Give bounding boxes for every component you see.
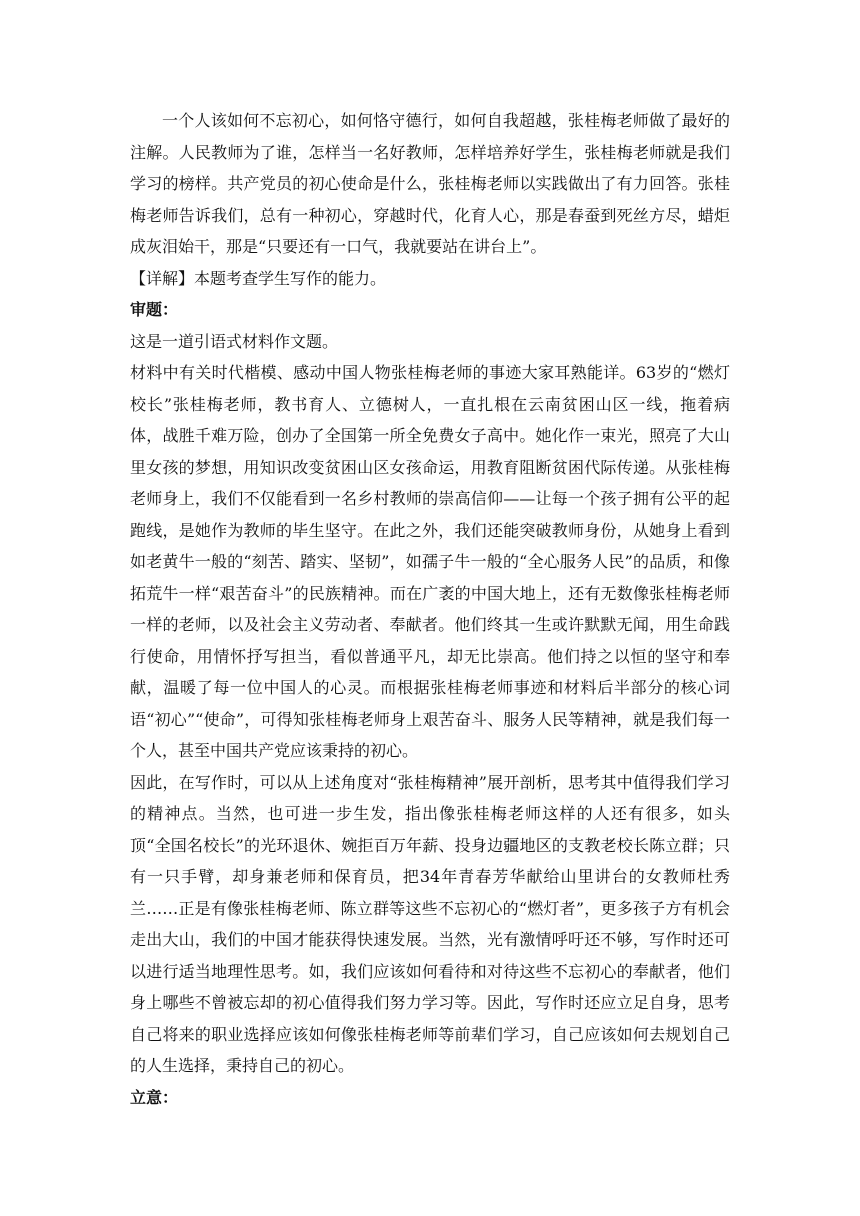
heading-liyi: 立意： — [130, 1087, 179, 1107]
document-page — [130, 105, 730, 1113]
writing-paragraph: 因此，在写作时，可以从上述角度对“张桂梅精神”展开剖析，思考其中值得我们学习的精神点。当然，也可进一步生发，指出像张桂梅老师这样的人还有很多，如头顶“全国名校长”的光环退休、婉拒百万年薪、投身边疆地区的支教老校长陈立群；只有一只手臂，却身兼老师和保育员，把34年青春芳华献给山里讲台的女教师杜秀兰……正是有像张桂梅老师、陈立群等这些不忘初心的“燃灯者”，更多孩子方有机会走出大山，我们的中国才能获得快速发展。当然，光有激情呼吁还不够，写作时还可以进行适当地理性思考。如，我们应该如何看待和对待这些不忘初心的奉献者，他们身上哪些不曾被忘却的初心值得我们努力学习等。因此，写作时还应立足自身，思考自己将来的职业选择应该如何像张桂梅老师等前辈们学习，自己应该如何去规划自己的人生选择，秉持自己的初心。 — [130, 772, 730, 1075]
detail-line: 【详解】本题考查学生写作的能力。 — [130, 268, 387, 288]
heading-shenti: 审题： — [130, 300, 179, 319]
material-paragraph: 材料中有关时代楷模、感动中国人物张桂梅老师的事迹大家耳熟能详。63岁的“燃灯校长”张桂梅老师，教书育人、立德树人，一直扎根在云南贫困山区一线，拖着病体，战胜千难万险，创办了全国第一所全免费女子高中。她化作一束光，照亮了大山里女孩的梦想，用知识改变贫困山区女孩命运，用教育阻断贫困代际传递。从张桂梅老师身上，我们不仅能看到一名乡村教师的崇高信仰——让每一个孩子拥有公平的起跑线，是她作为教师的毕生坚守。在此之外，我们还能突破教师身份，从她身上看到如老黄牛一般的“刻苦、踏实、坚韧”，如孺子牛一般的“全心服务人民”的品质，和像拓荒牛一样“艰苦奋斗”的民族精神。而在广袤的中国大地上，还有无数像张桂梅老师一样的老师，以及社会主义劳动者、奉献者。他们终其一生或许默默无闻，用生命践行使命，用情怀抒写担当，看似普通平凡，却无比崇高。他们持之以恒的坚守和奉献，温暖了每一位中国人的心灵。而根据张桂梅老师事迹和材料后半部分的核心词语“初心”“使命”，可得知张桂梅老师身上艰苦奋斗、服务人民等精神，就是我们每一个人，甚至中国共产党应该秉持的初心。 — [130, 363, 730, 760]
intro-paragraph: 一个人该如何不忘初心，如何恪守德行，如何自我超越，张桂梅老师做了最好的注解。人民教师为了谁，怎样当一名好教师，怎样培养好学生，张桂梅老师就是我们学习的榜样。共产党员的初心使命是什么，张桂梅老师以实践做出了有力回答。张桂梅老师告诉我们，总有一种初心，穿越时代，化育人心，那是春蚕到死丝方尽，蜡炬成灰泪始干，那是“只要还有一口气，我就要站在讲台上”。 — [130, 111, 730, 256]
question-type-line: 这是一道引语式材料作文题。 — [130, 331, 339, 351]
